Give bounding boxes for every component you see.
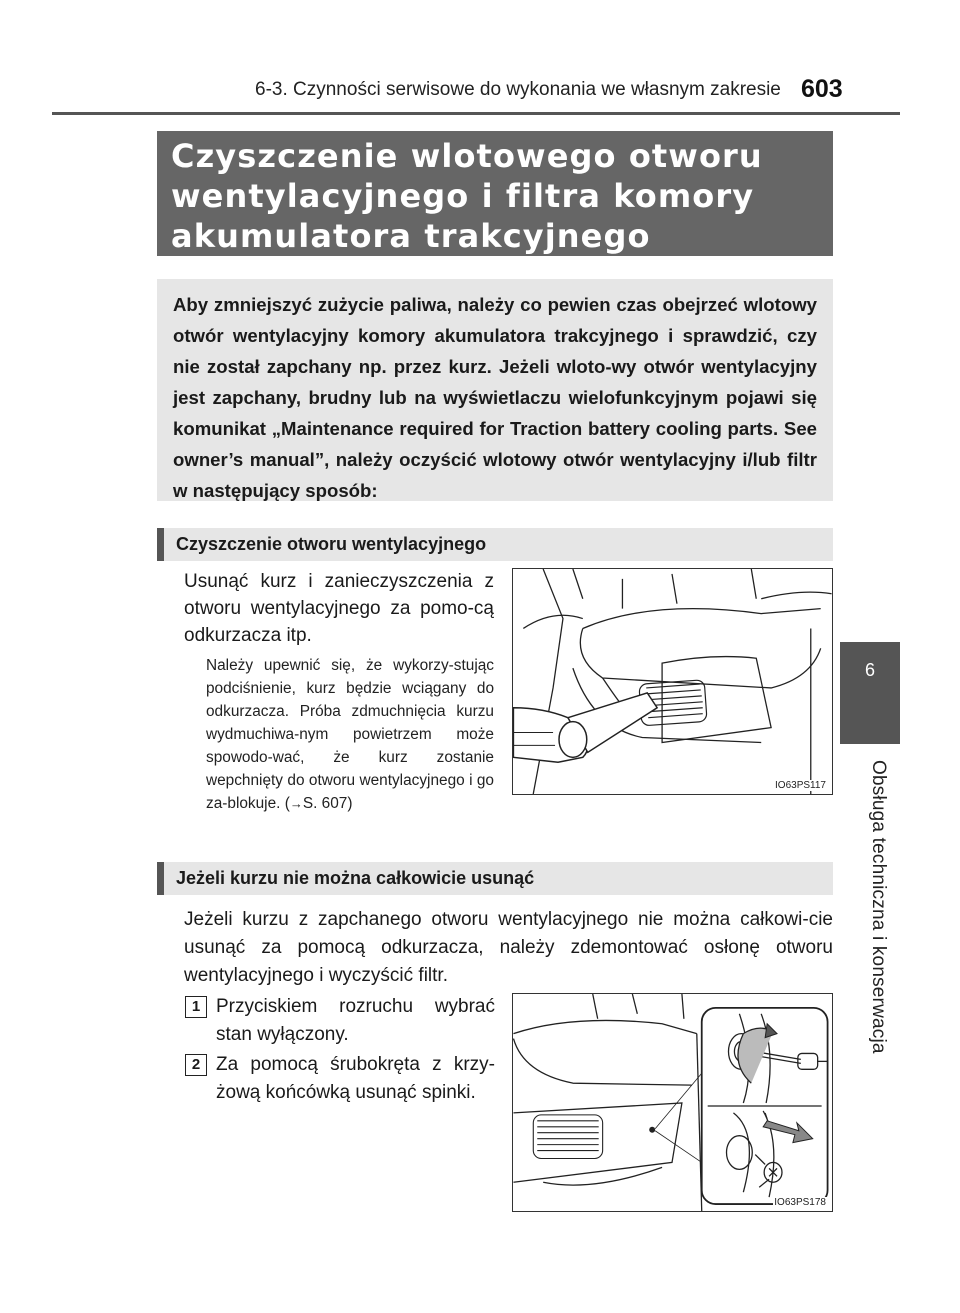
section1-note-text: Należy upewnić się, że wykorzy-stując podciśnienie, kurz będzie wciągany do odkurzacza. Próba zdmuchnięcia kurzu wydmuchiwa-nym powietrzem może spowodo-wać, że kurz zostanie wepchnięty do otworu wentylacyjnego i go za-blokuje. (	[206, 657, 494, 812]
page-title-line: Czyszczenie wlotowego otworu	[171, 137, 763, 175]
section1-note-page-ref: S. 607)	[302, 795, 353, 812]
page-ref-arrow-icon: →	[289, 796, 303, 811]
chapter-tab-number: 6	[840, 642, 900, 744]
page-number: 603	[801, 75, 843, 103]
step-number-badge: 2	[185, 1054, 207, 1076]
page-title-line: wentylacyjnego i filtra komory	[171, 177, 755, 215]
remove-clips-illustration	[513, 994, 832, 1211]
chapter-tab-label: Obsługa techniczna i konserwacja	[868, 760, 889, 1054]
section-heading-cleaning-vent: Czyszczenie otworu wentylacyjnego	[157, 528, 833, 561]
section1-note	[206, 654, 494, 815]
step-text: Za pomocą śrubokręta z krzy-żową końcówką usunąć spinki.	[216, 1054, 495, 1103]
figure-label: IO63PS178	[774, 1197, 826, 1208]
step-item	[185, 993, 495, 1049]
vacuum-vent-illustration	[513, 569, 832, 794]
section1-paragraph: Usunąć kurz i zanieczyszczenia z otworu wentylacyjnego za pomo-cą odkurzacza itp.	[184, 571, 494, 646]
figure-label: IO63PS117	[775, 780, 826, 791]
step-number-badge: 1	[185, 996, 207, 1018]
page-title-line: akumulatora trakcyjnego	[171, 217, 651, 255]
section-heading-dust-not-removed: Jeżeli kurzu nie można całkowicie usunąć	[157, 862, 833, 895]
intro-box: Aby zmniejszyć zużycie paliwa, należy co pewien czas obejrzeć wlotowy otwór wentylacyjny komory akumulatora trakcyjnego i sprawdzić, czy nie został zapchany np. przez kurz. Jeżeli wloto-wy otwór wentylacyjny jest zapchany, brudny lub na wyświetlaczu wielofunkcyjnym pojawi się komunikat „Maintenance required for Traction battery cooling parts. See owner’s manual”, należy oczyścić wlotowy otwór wentylacyjny i/lub filtr w następujący sposób:	[157, 279, 833, 501]
page-title	[157, 131, 833, 256]
step-text: Przyciskiem rozruchu wybrać stan wyłączony.	[216, 996, 495, 1045]
running-header-section: 6-3. Czynności serwisowe do wykonania we własnym zakresie	[255, 79, 781, 100]
section2-paragraph: Jeżeli kurzu z zapchanego otworu wentylacyjnego nie można całkowi-cie usunąć za pomocą odkurzacza, należy zdemontować osłonę otworu wentylacyjnego i wyczyścić filtr.	[184, 909, 833, 986]
header-divider	[52, 112, 900, 115]
step-item	[185, 1051, 495, 1107]
figure-vacuum-vent	[512, 568, 833, 795]
figure-remove-clips	[512, 993, 833, 1212]
